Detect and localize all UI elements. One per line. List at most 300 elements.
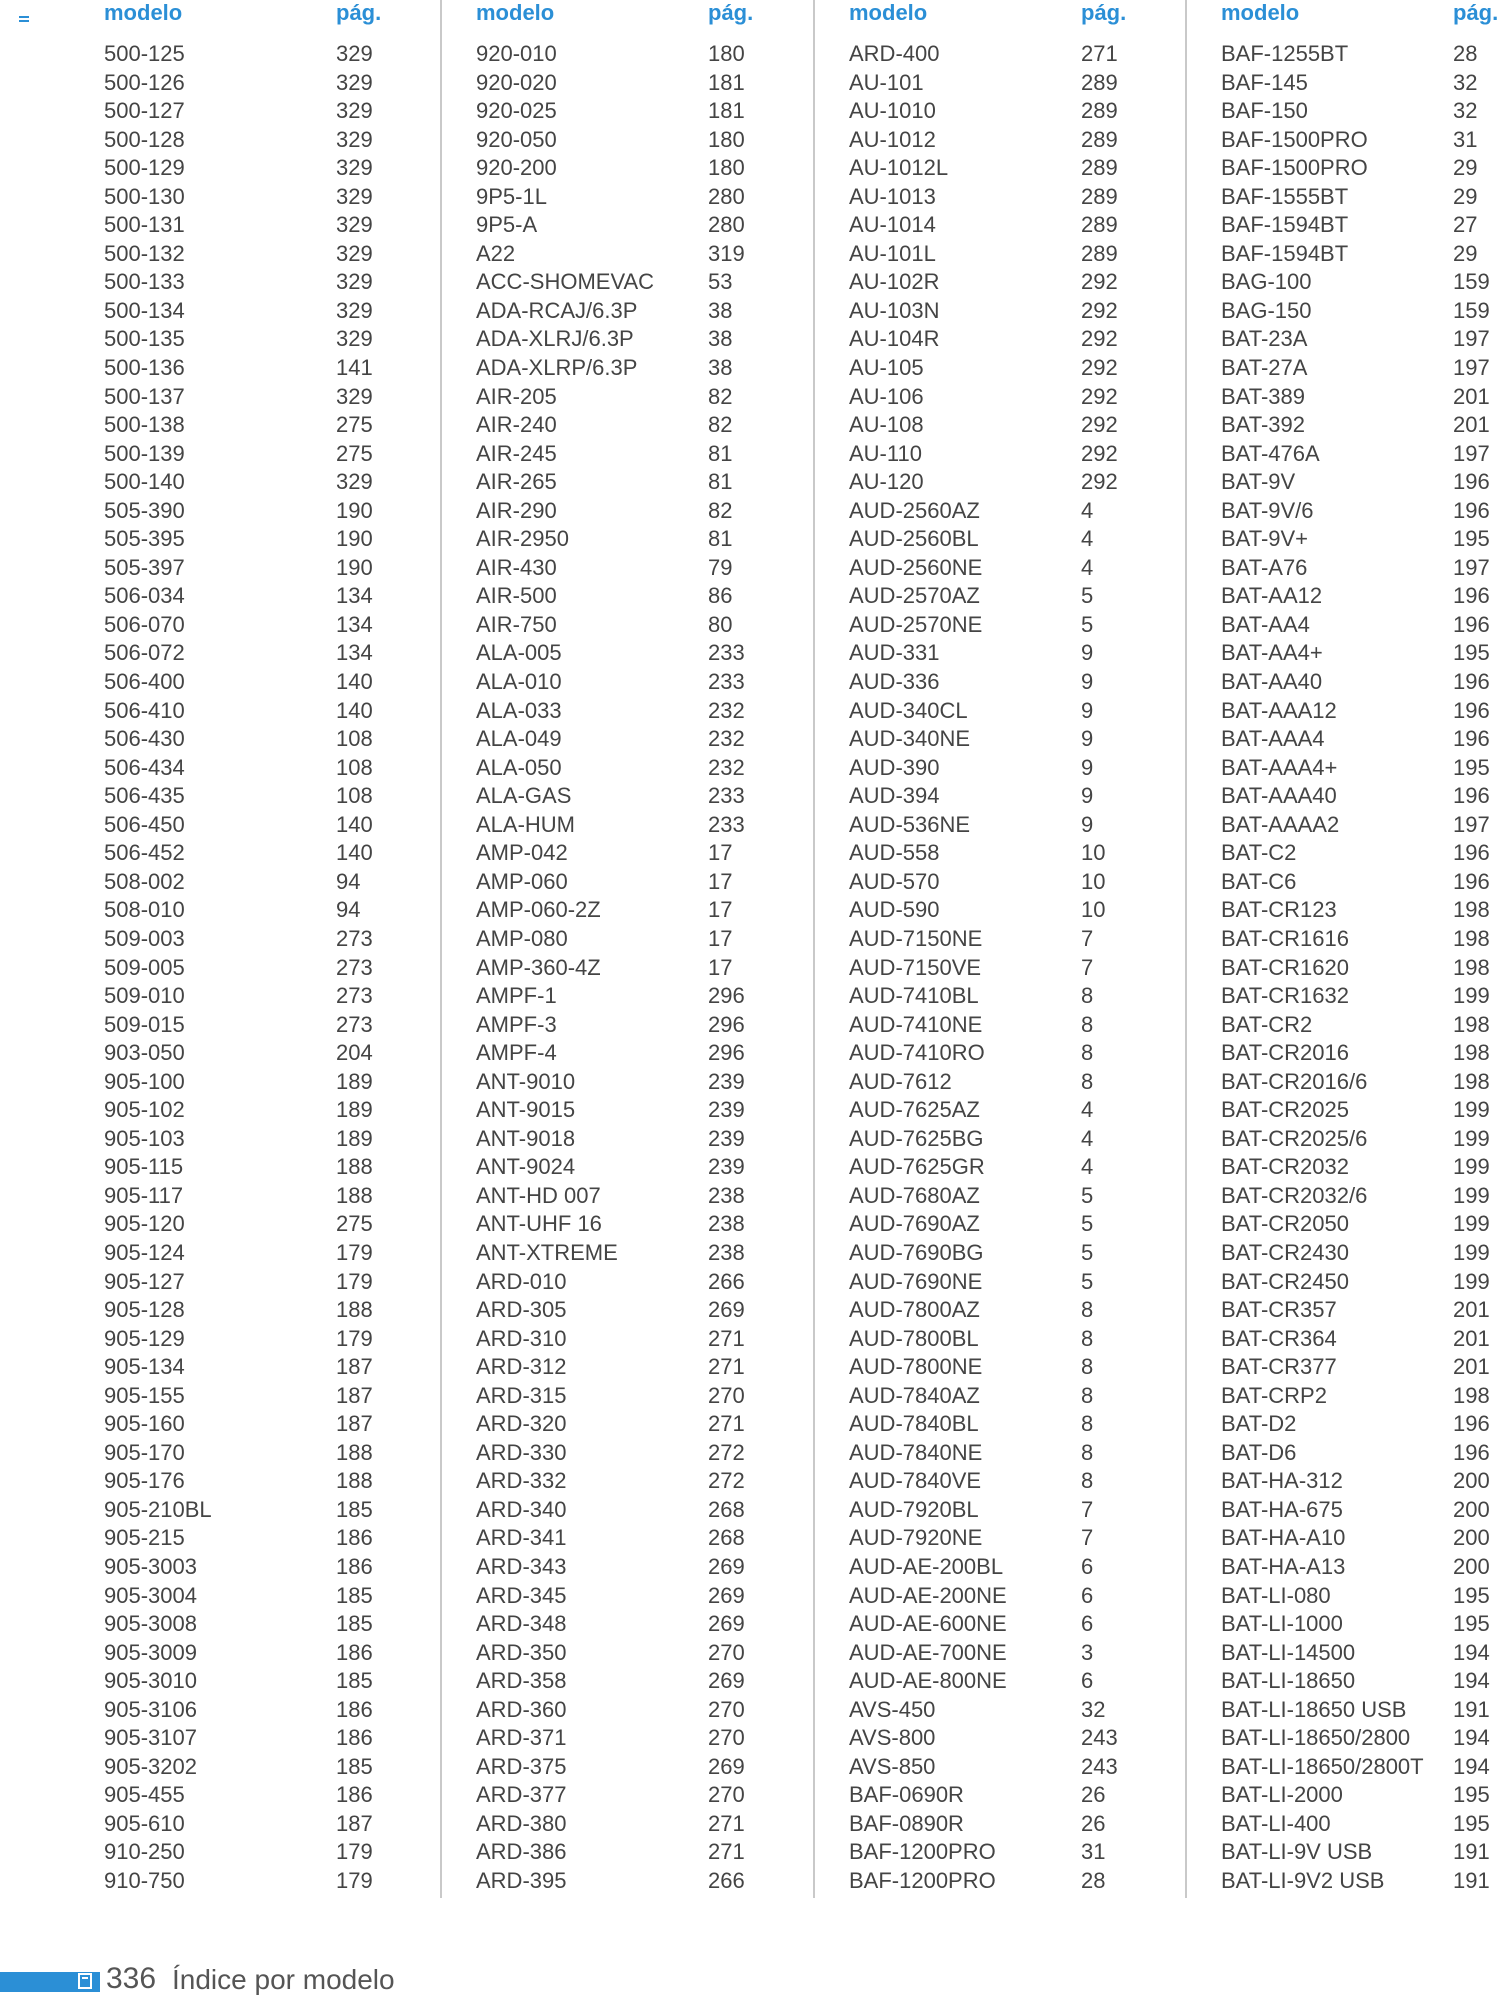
list-item [104, 1838, 434, 1867]
list-item [849, 40, 1179, 69]
model-code: ARD-386 [476, 1839, 567, 1865]
list-item [476, 611, 806, 640]
page-number: 29 [1453, 155, 1478, 181]
model-code: ALA-050 [476, 754, 562, 780]
list-item [1221, 1439, 1498, 1468]
list-item [849, 525, 1179, 554]
page-number: 17 [708, 897, 733, 923]
page-number: 199 [1453, 1239, 1490, 1265]
page-number: 4 [1081, 1125, 1094, 1151]
list-item [1221, 268, 1498, 297]
model-code: BAT-CR1632 [1221, 983, 1349, 1009]
list-item [476, 1068, 806, 1097]
list-item [849, 782, 1179, 811]
model-code: 505-395 [104, 526, 185, 552]
page-number: 232 [708, 754, 745, 780]
model-code: 500-125 [104, 41, 185, 66]
page-number: 53 [708, 269, 733, 295]
list-item [104, 554, 434, 583]
page-number: 29 [1453, 240, 1478, 266]
list-item [849, 325, 1179, 354]
model-code: 905-3107 [104, 1725, 197, 1751]
list-item [476, 697, 806, 726]
page-number: 196 [1453, 583, 1490, 609]
column-header [104, 0, 434, 30]
page-number: 198 [1453, 1382, 1490, 1408]
model-code: AUD-7680AZ [849, 1182, 980, 1208]
list-item [849, 1610, 1179, 1639]
page-number: 5 [1081, 1268, 1094, 1294]
list-item [1221, 97, 1498, 126]
page-number: 196 [1453, 1411, 1490, 1437]
model-code: AUD-7410RO [849, 1040, 985, 1066]
list-item [849, 982, 1179, 1011]
model-code: 500-129 [104, 155, 185, 181]
page-number: 270 [708, 1696, 745, 1722]
page-number: 196 [1453, 669, 1490, 695]
model-code: BAT-AAA12 [1221, 697, 1337, 723]
list-item [1221, 297, 1498, 326]
list-item [1221, 1068, 1498, 1097]
list-item [1221, 1182, 1498, 1211]
model-code: AU-1014 [849, 212, 936, 238]
page-number: 9 [1081, 783, 1094, 809]
page-number: 186 [336, 1696, 373, 1722]
list-item [1221, 1467, 1498, 1496]
model-code: AUD-7150VE [849, 954, 982, 980]
page-number: 108 [336, 726, 373, 752]
page-number: 292 [1081, 269, 1118, 295]
page-number: 319 [708, 240, 745, 266]
list-item [476, 554, 806, 583]
list-item [849, 1382, 1179, 1411]
model-code: 500-132 [104, 240, 185, 266]
page-number: 4 [1081, 497, 1094, 523]
page-number: 199 [1453, 983, 1490, 1009]
page-number: 181 [708, 98, 745, 124]
model-code: BAF-145 [1221, 69, 1308, 95]
model-code: BAF-150 [1221, 98, 1308, 124]
page-number: 329 [336, 269, 373, 295]
list-item [476, 1096, 806, 1125]
model-code: ARD-010 [476, 1268, 567, 1294]
page-number: 289 [1081, 212, 1118, 238]
list-item [1221, 1524, 1498, 1553]
page-number: 289 [1081, 240, 1118, 266]
list-item [1221, 1096, 1498, 1125]
menu-icon[interactable] [19, 16, 29, 24]
list-item [1221, 1296, 1498, 1325]
list-item [104, 1068, 434, 1097]
page-number: 17 [708, 925, 733, 951]
page-number: 201 [1453, 383, 1490, 409]
model-code: 905-127 [104, 1268, 185, 1294]
page-number: 271 [708, 1810, 745, 1836]
page-number: 201 [1453, 1297, 1490, 1323]
list-item [476, 1382, 806, 1411]
model-code: BAT-AA12 [1221, 583, 1323, 609]
model-code: BAF-1594BT [1221, 212, 1349, 238]
model-code: AMP-042 [476, 840, 568, 866]
page-number: 17 [708, 840, 733, 866]
list-item [104, 1353, 434, 1382]
page-number: 189 [336, 1097, 373, 1123]
model-code: AUD-7690BG [849, 1239, 984, 1265]
page-number: 8 [1081, 1011, 1094, 1037]
page-number: 270 [708, 1725, 745, 1751]
page-number: 266 [708, 1868, 745, 1893]
model-code: AIR-265 [476, 469, 557, 495]
model-code: BAT-CR2430 [1221, 1239, 1349, 1265]
model-code: AUD-331 [849, 640, 940, 666]
model-code: BAT-CR123 [1221, 897, 1337, 923]
page-number: 28 [1081, 1868, 1106, 1893]
model-code: BAT-LI-9V2 USB [1221, 1868, 1385, 1893]
page-number: 4 [1081, 1097, 1094, 1123]
page-number: 32 [1453, 98, 1478, 124]
model-code: 905-3004 [104, 1582, 197, 1608]
page-number: 200 [1453, 1525, 1490, 1551]
list-item [476, 1810, 806, 1839]
page-number: 194 [1453, 1639, 1490, 1665]
list-item [849, 1125, 1179, 1154]
list-item [104, 1296, 434, 1325]
list-item [476, 639, 806, 668]
model-code: 500-138 [104, 412, 185, 438]
list-item [1221, 1011, 1498, 1040]
page-number: 266 [708, 1268, 745, 1294]
page-number: 187 [336, 1810, 373, 1836]
model-code: 905-124 [104, 1239, 185, 1265]
page-number: 27 [1453, 212, 1478, 238]
page-number: 329 [336, 297, 373, 323]
model-code: 506-072 [104, 640, 185, 666]
model-code: ALA-010 [476, 669, 562, 695]
page-number: 195 [1453, 754, 1490, 780]
model-code: 500-127 [104, 98, 185, 124]
page-number: 269 [708, 1611, 745, 1637]
list-item [849, 240, 1179, 269]
list-item [476, 1724, 806, 1753]
page-number: 186 [336, 1525, 373, 1551]
list-item [476, 1410, 806, 1439]
page-number: 8 [1081, 1354, 1094, 1380]
page-number: 191 [1453, 1839, 1490, 1865]
model-code: BAT-CR2025 [1221, 1097, 1349, 1123]
list-item [1221, 1867, 1498, 1896]
model-code: AUD-7800AZ [849, 1297, 980, 1323]
model-code: AUD-2570AZ [849, 583, 980, 609]
model-code: AUD-7840VE [849, 1468, 982, 1494]
list-item [1221, 1553, 1498, 1582]
model-code: ARD-400 [849, 41, 940, 66]
list-item [104, 440, 434, 469]
list-item [476, 1867, 806, 1896]
column-divider [440, 0, 442, 1898]
page-number: 232 [708, 726, 745, 752]
model-code: 500-134 [104, 297, 185, 323]
model-code: BAT-AA4 [1221, 611, 1310, 637]
model-code: BAT-CR1620 [1221, 954, 1349, 980]
column-header [476, 0, 806, 30]
page-number: 195 [1453, 526, 1490, 552]
page-number: 8 [1081, 1382, 1094, 1408]
page-number: 188 [336, 1439, 373, 1465]
page-number: 7 [1081, 925, 1094, 951]
list-item [1221, 1610, 1498, 1639]
model-code: AIR-245 [476, 440, 557, 466]
model-code: BAT-392 [1221, 412, 1305, 438]
model-code: AIR-290 [476, 497, 557, 523]
model-code: AUD-7840AZ [849, 1382, 980, 1408]
list-item [849, 839, 1179, 868]
model-code: AUD-2560BL [849, 526, 979, 552]
list-item [849, 440, 1179, 469]
list-item [476, 896, 806, 925]
page-number: 329 [336, 212, 373, 238]
list-item [849, 383, 1179, 412]
list-item [104, 154, 434, 183]
page-number: 196 [1453, 497, 1490, 523]
list-item [476, 240, 806, 269]
model-code: 920-010 [476, 41, 557, 66]
list-item [104, 1753, 434, 1782]
list-item [849, 154, 1179, 183]
page-number: 6 [1081, 1582, 1094, 1608]
page-number: 195 [1453, 1782, 1490, 1808]
page-number: 9 [1081, 697, 1094, 723]
list-item [104, 1467, 434, 1496]
page-number: 233 [708, 811, 745, 837]
model-code: A22 [476, 240, 516, 266]
model-code: AUD-7840BL [849, 1411, 979, 1437]
model-code: 905-128 [104, 1297, 185, 1323]
page-number: 280 [708, 183, 745, 209]
list-item [1221, 582, 1498, 611]
page-number: 5 [1081, 611, 1094, 637]
list-item [1221, 1268, 1498, 1297]
page-number: 270 [708, 1782, 745, 1808]
model-code: AMPF-1 [476, 983, 557, 1009]
list-item [1221, 40, 1498, 69]
page-number: 329 [336, 383, 373, 409]
page-number: 329 [336, 240, 373, 266]
model-code: BAT-HA-312 [1221, 1468, 1343, 1494]
list-item [104, 1153, 434, 1182]
page-number: 159 [1453, 297, 1490, 323]
model-code: AVS-450 [849, 1696, 936, 1722]
page-number: 3 [1081, 1639, 1094, 1665]
model-code: AUD-7410BL [849, 983, 979, 1009]
list-item [104, 1667, 434, 1696]
page-number: 329 [336, 469, 373, 495]
list-item [1221, 1781, 1498, 1810]
footer-title: Índice por modelo [172, 1964, 395, 1995]
page-number: 292 [1081, 297, 1118, 323]
page-number: 273 [336, 954, 373, 980]
model-code: ARD-348 [476, 1611, 567, 1637]
model-code: AVS-850 [849, 1753, 936, 1779]
list-item [849, 1639, 1179, 1668]
list-item [476, 525, 806, 554]
list-item [1221, 440, 1498, 469]
model-code: AUD-2570NE [849, 611, 983, 637]
model-code: BAT-C6 [1221, 868, 1297, 894]
model-code: AIR-240 [476, 412, 557, 438]
model-code: AMP-060 [476, 868, 568, 894]
page-number: 179 [336, 1839, 373, 1865]
list-item [476, 1610, 806, 1639]
model-list [1221, 40, 1498, 1896]
list-item [1221, 126, 1498, 155]
model-code: AUD-558 [849, 840, 940, 866]
list-item [849, 1353, 1179, 1382]
page-number: 243 [1081, 1725, 1118, 1751]
model-code: BAT-C2 [1221, 840, 1297, 866]
page-number: 195 [1453, 640, 1490, 666]
list-item [849, 1524, 1179, 1553]
model-code: BAF-1555BT [1221, 183, 1349, 209]
page-number: 8 [1081, 1411, 1094, 1437]
list-item [1221, 468, 1498, 497]
list-item [1221, 725, 1498, 754]
model-code: AUD-340NE [849, 726, 971, 752]
page-number: 296 [708, 983, 745, 1009]
model-code: AUD-590 [849, 897, 940, 923]
model-code: BAT-CR1616 [1221, 925, 1349, 951]
page-number: 198 [1453, 1068, 1490, 1094]
list-item [104, 1382, 434, 1411]
list-item [104, 1268, 434, 1297]
list-item [1221, 811, 1498, 840]
model-code: 506-400 [104, 669, 185, 695]
model-code: BAT-389 [1221, 383, 1305, 409]
list-item [849, 297, 1179, 326]
model-code: BAT-CR357 [1221, 1297, 1337, 1323]
model-code: 508-010 [104, 897, 185, 923]
page-number: 140 [336, 840, 373, 866]
list-item [1221, 183, 1498, 212]
list-item [1221, 782, 1498, 811]
page-number: 329 [336, 69, 373, 95]
model-code: BAF-1594BT [1221, 240, 1349, 266]
page-number: 232 [708, 697, 745, 723]
model-code: ALA-033 [476, 697, 562, 723]
page-number: 4 [1081, 526, 1094, 552]
list-item [104, 1410, 434, 1439]
list-item [476, 668, 806, 697]
page-number: 289 [1081, 183, 1118, 209]
list-item [849, 811, 1179, 840]
page-number: 269 [708, 1753, 745, 1779]
page-number: 292 [1081, 383, 1118, 409]
page-number: 329 [336, 326, 373, 352]
list-item [476, 1667, 806, 1696]
list-item [1221, 383, 1498, 412]
header-page: pág. [1081, 0, 1127, 25]
page-number: 82 [708, 497, 733, 523]
model-code: 905-160 [104, 1411, 185, 1437]
page-number: 9 [1081, 811, 1094, 837]
list-item [849, 582, 1179, 611]
list-item [1221, 1667, 1498, 1696]
model-code: 905-3106 [104, 1696, 197, 1722]
page-number: 199 [1453, 1182, 1490, 1208]
model-list [849, 40, 1179, 1896]
list-item [104, 268, 434, 297]
model-code: ADA-XLRJ/6.3P [476, 326, 634, 352]
page-number: 273 [336, 1011, 373, 1037]
model-code: BAT-LI-400 [1221, 1810, 1331, 1836]
page-number: 198 [1453, 1011, 1490, 1037]
list-item [1221, 1582, 1498, 1611]
list-item [849, 497, 1179, 526]
list-item [476, 97, 806, 126]
model-code: 509-010 [104, 983, 185, 1009]
model-code: AUD-7690NE [849, 1268, 983, 1294]
list-item [104, 97, 434, 126]
model-code: 506-430 [104, 726, 185, 752]
model-code: AUD-7150NE [849, 925, 983, 951]
page-number: 199 [1453, 1125, 1490, 1151]
model-code: AU-110 [849, 440, 922, 466]
page-number: 94 [336, 897, 361, 923]
list-item [849, 1496, 1179, 1525]
model-code: BAF-1500PRO [1221, 126, 1368, 152]
page-number: 201 [1453, 1354, 1490, 1380]
list-item [476, 183, 806, 212]
model-code: AMP-360-4Z [476, 954, 601, 980]
page-number: 141 [336, 355, 373, 381]
model-code: AUD-AE-700NE [849, 1639, 1007, 1665]
page-number: 196 [1453, 868, 1490, 894]
model-code: BAT-AA40 [1221, 669, 1323, 695]
list-item [104, 668, 434, 697]
model-code: ANT-9018 [476, 1125, 576, 1151]
list-item [1221, 1153, 1498, 1182]
model-code: 905-610 [104, 1810, 185, 1836]
page-number: 199 [1453, 1268, 1490, 1294]
page-number: 194 [1453, 1753, 1490, 1779]
model-code: 905-3010 [104, 1668, 197, 1694]
page-number: 239 [708, 1154, 745, 1180]
list-item [104, 1039, 434, 1068]
model-code: AIR-500 [476, 583, 557, 609]
page-number: 8 [1081, 1439, 1094, 1465]
model-code: 905-210BL [104, 1496, 212, 1522]
header-model: modelo [1221, 0, 1300, 25]
page-number: 187 [336, 1411, 373, 1437]
model-code: BAT-23A [1221, 326, 1308, 352]
page-number: 86 [708, 583, 733, 609]
model-code: BAT-9V/6 [1221, 497, 1314, 523]
model-code: AUD-340CL [849, 697, 968, 723]
page-number: 5 [1081, 1182, 1094, 1208]
list-item [849, 1467, 1179, 1496]
page-number: 195 [1453, 1810, 1490, 1836]
model-code: AU-103N [849, 297, 940, 323]
page-number: 280 [708, 212, 745, 238]
list-item [104, 1496, 434, 1525]
list-item [104, 1553, 434, 1582]
list-item [476, 1210, 806, 1239]
model-code: 500-128 [104, 126, 185, 152]
model-code: 905-3003 [104, 1553, 197, 1579]
page-number: 195 [1453, 1611, 1490, 1637]
list-item [476, 1696, 806, 1725]
page-number: 186 [336, 1725, 373, 1751]
index-column-4 [1221, 0, 1498, 1896]
